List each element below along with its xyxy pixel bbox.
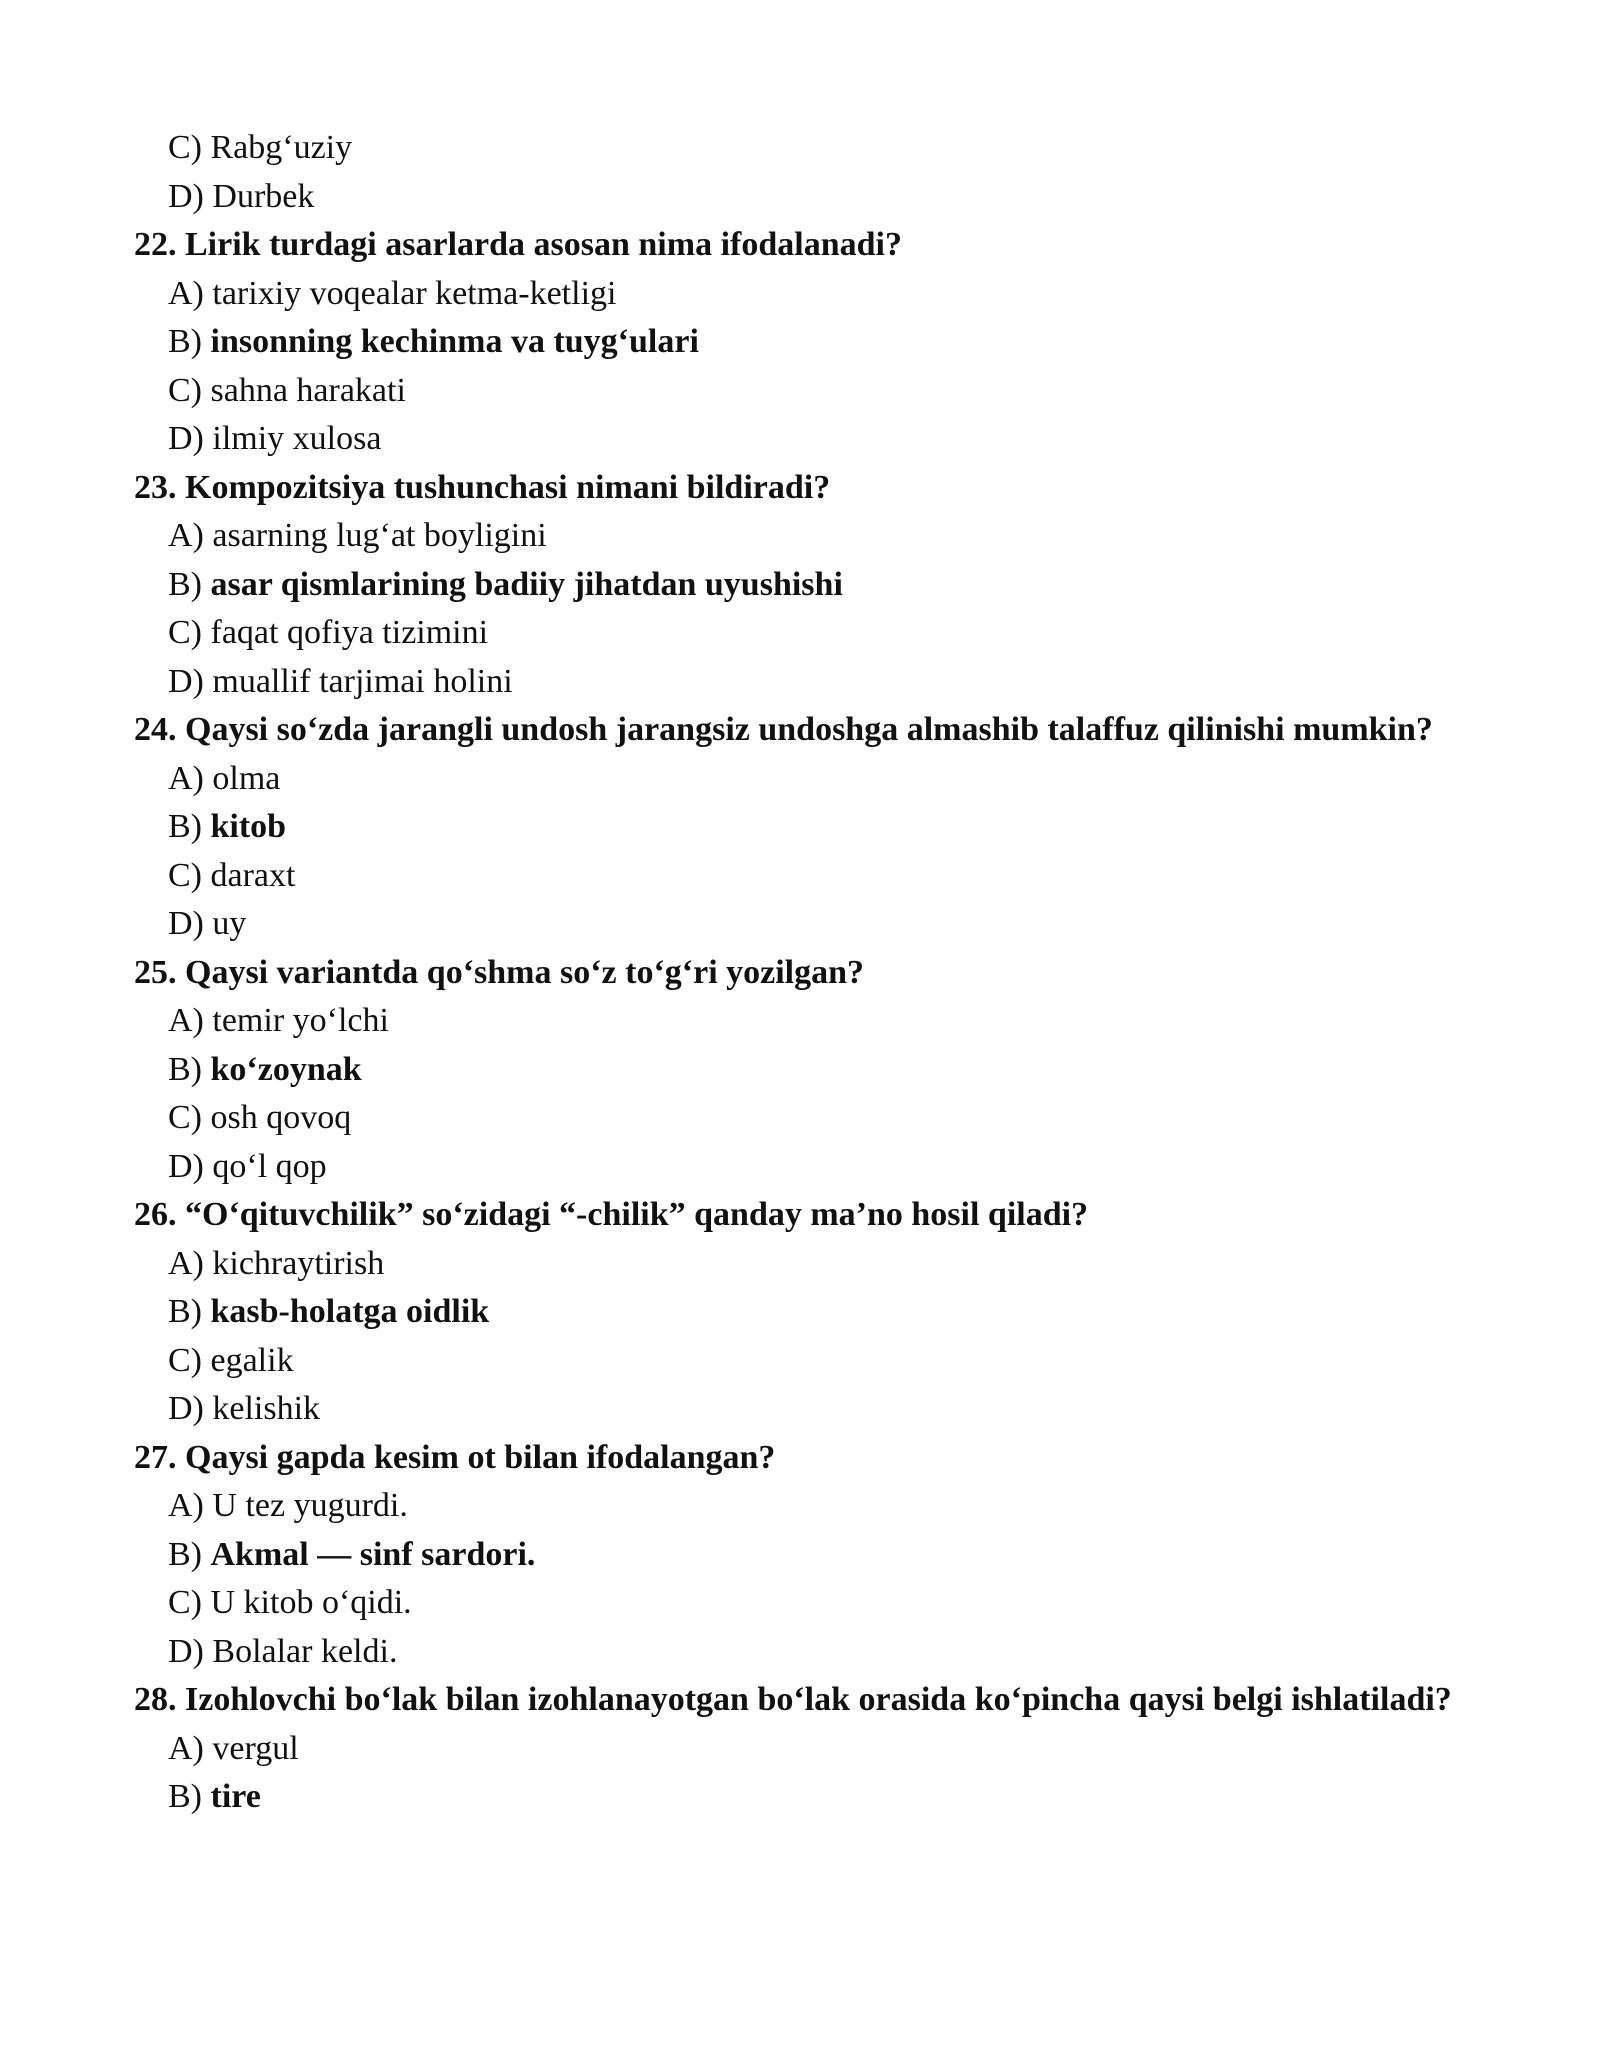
question-text: 27. Qaysi gapda kesim ot bilan ifodalangan? bbox=[134, 1438, 776, 1476]
question-24 bbox=[134, 706, 1514, 949]
correct-answer: asar qismlarining badiiy jihatdan uyushishi bbox=[210, 565, 843, 603]
option-d: D) qo‘l qop bbox=[168, 1147, 327, 1185]
question-text: 25. Qaysi variantda qo‘shma so‘z to‘g‘ri yozilgan? bbox=[134, 953, 865, 991]
correct-answer: insonning kechinma va tuyg‘ulari bbox=[210, 323, 699, 360]
option-c: C) sahna harakati bbox=[168, 371, 406, 409]
option-a: A) vergul bbox=[168, 1729, 299, 1767]
option-b: B) asar qismlarining badiiy jihatdan uyushishi bbox=[168, 565, 843, 603]
question-text: 28. Izohlovchi bo‘lak bilan izohlanayotgan bo‘lak orasida ko‘pincha qaysi belgi ishlatiladi? bbox=[134, 1681, 1452, 1718]
option-a: A) U tez yugurdi. bbox=[168, 1487, 408, 1524]
question-28 bbox=[134, 1676, 1514, 1822]
option-d: D) uy bbox=[168, 905, 247, 942]
option-d: D) ilmiy xulosa bbox=[168, 420, 382, 457]
option-c: C) egalik bbox=[168, 1341, 294, 1379]
correct-answer: ko‘zoynak bbox=[210, 1050, 362, 1088]
question-22 bbox=[134, 221, 1514, 464]
question-23 bbox=[134, 464, 1514, 707]
option-b: B) kasb-holatga oidlik bbox=[168, 1293, 490, 1330]
option-b: B) kitob bbox=[168, 808, 287, 845]
option-a: A) temir yo‘lchi bbox=[168, 1002, 389, 1039]
option-a: A) tarixiy voqealar ketma-ketligi bbox=[168, 274, 617, 312]
option-d: D) muallif tarjimai holini bbox=[168, 662, 513, 700]
question-26 bbox=[134, 1191, 1514, 1434]
correct-answer: kitob bbox=[210, 808, 287, 845]
document-page bbox=[134, 124, 1514, 1822]
option-c: C) faqat qofiya tizimini bbox=[168, 614, 489, 651]
question-text: 23. Kompozitsiya tushunchasi nimani bildiradi? bbox=[134, 468, 831, 506]
option-d: D) Durbek bbox=[168, 177, 315, 215]
correct-answer: kasb-holatga oidlik bbox=[210, 1293, 490, 1330]
option-a: A) kichraytirish bbox=[168, 1244, 385, 1282]
option-c: C) daraxt bbox=[168, 856, 296, 894]
question-text: 22. Lirik turdagi asarlarda asosan nima ifodalanadi? bbox=[134, 226, 902, 263]
correct-answer: tire bbox=[210, 1778, 261, 1815]
option-a: A) olma bbox=[168, 759, 281, 797]
continuation-options bbox=[134, 124, 1514, 221]
question-text: 24. Qaysi so‘zda jarangli undosh jarangsiz undoshga almashib talaffuz qilinishi mumkin? bbox=[134, 711, 1433, 748]
question-25 bbox=[134, 949, 1514, 1192]
question-text: 26. “O‘qituvchilik” so‘zidagi “-chilik” qanday ma’no hosil qiladi? bbox=[134, 1196, 1089, 1233]
option-d: D) Bolalar keldi. bbox=[168, 1632, 398, 1670]
option-b: B) ko‘zoynak bbox=[168, 1050, 362, 1088]
option-a: A) asarning lug‘at boyligini bbox=[168, 517, 547, 554]
option-b: B) insonning kechinma va tuyg‘ulari bbox=[168, 323, 699, 360]
question-27 bbox=[134, 1434, 1514, 1677]
option-b: B) tire bbox=[168, 1778, 261, 1815]
option-c: C) osh qovoq bbox=[168, 1099, 352, 1136]
option-d: D) kelishik bbox=[168, 1390, 321, 1427]
option-c: C) Rabg‘uziy bbox=[168, 129, 353, 166]
option-c: C) U kitob o‘qidi. bbox=[168, 1584, 412, 1621]
correct-answer: Akmal — sinf sardori. bbox=[210, 1535, 536, 1573]
option-b: B) Akmal — sinf sardori. bbox=[168, 1535, 536, 1573]
